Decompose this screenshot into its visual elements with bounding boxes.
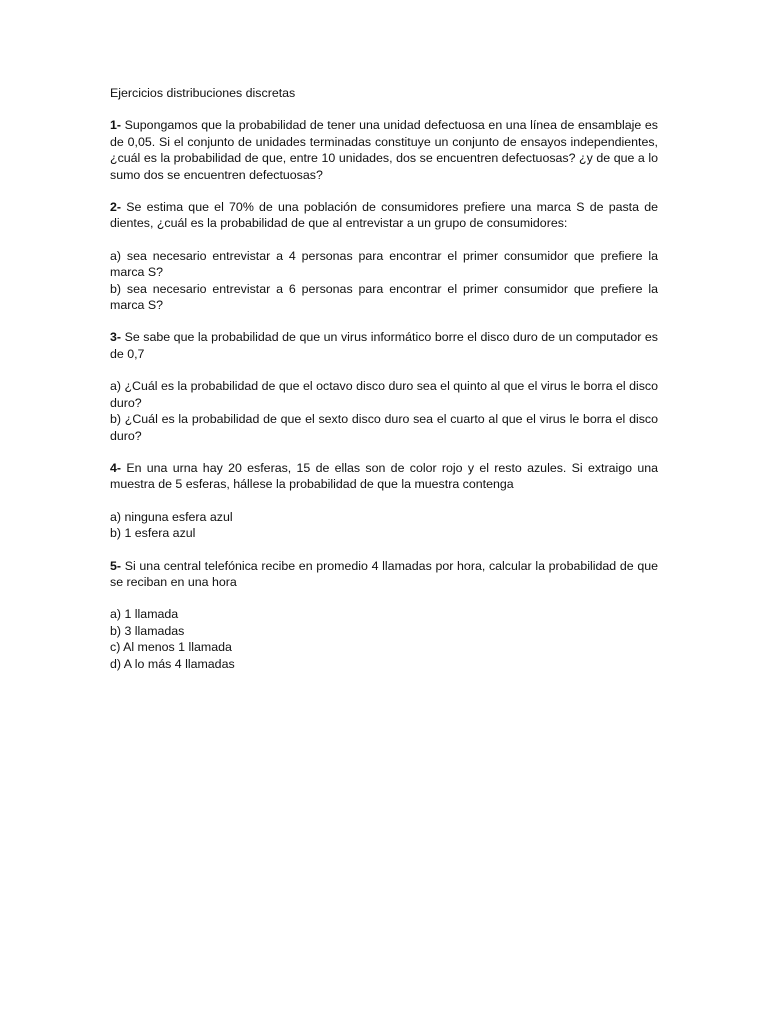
exercise-text: En una urna hay 20 esferas, 15 de ellas son de color rojo y el resto azules. Si extraigo una muestra de 5 esferas, hállese la probabilidad de que la muestra contenga <box>110 460 658 492</box>
exercise-statement <box>110 117 658 183</box>
exercise-items <box>110 606 658 672</box>
list-item: a) sea necesario entrevistar a 4 personas para encontrar el primer consumidor que prefiere la marca S? <box>110 248 658 280</box>
exercise-statement <box>110 460 658 493</box>
exercise-text: Se sabe que la probabilidad de que un virus informático borre el disco duro de un computador es de 0,7 <box>110 330 658 361</box>
exercise-number: 3- <box>110 330 122 345</box>
exercise-items <box>110 509 658 542</box>
exercise-text: Si una central telefónica recibe en promedio 4 llamadas por hora, calcular la probabilidad de que se reciban en una hora <box>110 558 658 589</box>
exercise-text: Supongamos que la probabilidad de tener una unidad defectuosa en una línea de ensamblaje es de 0,05. Si el conjunto de unidades terminadas constituye un conjunto de ensayos independientes, ¿cuál es la probabilidad de que, entre 10 unidades, dos se encuentren defectuosas? ¿y de que a lo sumo dos se encuentren defectuosas? <box>110 118 658 182</box>
list-item: b) 1 esfera azul <box>110 526 196 541</box>
exercise-5 <box>110 558 658 672</box>
exercise-2 <box>110 199 658 313</box>
list-item: a) ninguna esfera azul <box>110 509 233 524</box>
list-item: b) sea necesario entrevistar a 6 personas para encontrar el primer consumidor que prefiere la marca S? <box>110 281 658 313</box>
list-item: b) ¿Cuál es la probabilidad de que el sexto disco duro sea el cuarto al que el virus le borra el disco duro? <box>110 412 658 443</box>
exercise-statement <box>110 199 658 232</box>
exercise-number: 5- <box>110 558 122 573</box>
list-item: d) A lo más 4 llamadas <box>110 656 235 671</box>
exercise-number: 2- <box>110 200 122 215</box>
exercise-text: Se estima que el 70% de una población de consumidores prefiere una marca S de pasta de dientes, ¿cuál es la probabilidad de que al entrevistar a un grupo de consumidores: <box>110 200 658 231</box>
list-item: c) Al menos 1 llamada <box>110 640 232 655</box>
exercise-statement <box>110 558 658 591</box>
exercise-items <box>110 248 658 314</box>
exercise-number: 1- <box>110 118 122 133</box>
exercise-items <box>110 378 658 444</box>
list-item: a) ¿Cuál es la probabilidad de que el octavo disco duro sea el quinto al que el virus le borra el disco duro? <box>110 379 658 410</box>
exercise-3 <box>110 329 658 443</box>
exercise-number: 4- <box>110 460 122 475</box>
exercise-4 <box>110 460 658 542</box>
document-page <box>110 85 658 688</box>
exercise-statement <box>110 329 658 362</box>
list-item: a) 1 llamada <box>110 607 179 622</box>
exercise-1 <box>110 117 658 183</box>
document-title: Ejercicios distribuciones discretas <box>110 86 296 100</box>
list-item: b) 3 llamadas <box>110 623 185 638</box>
